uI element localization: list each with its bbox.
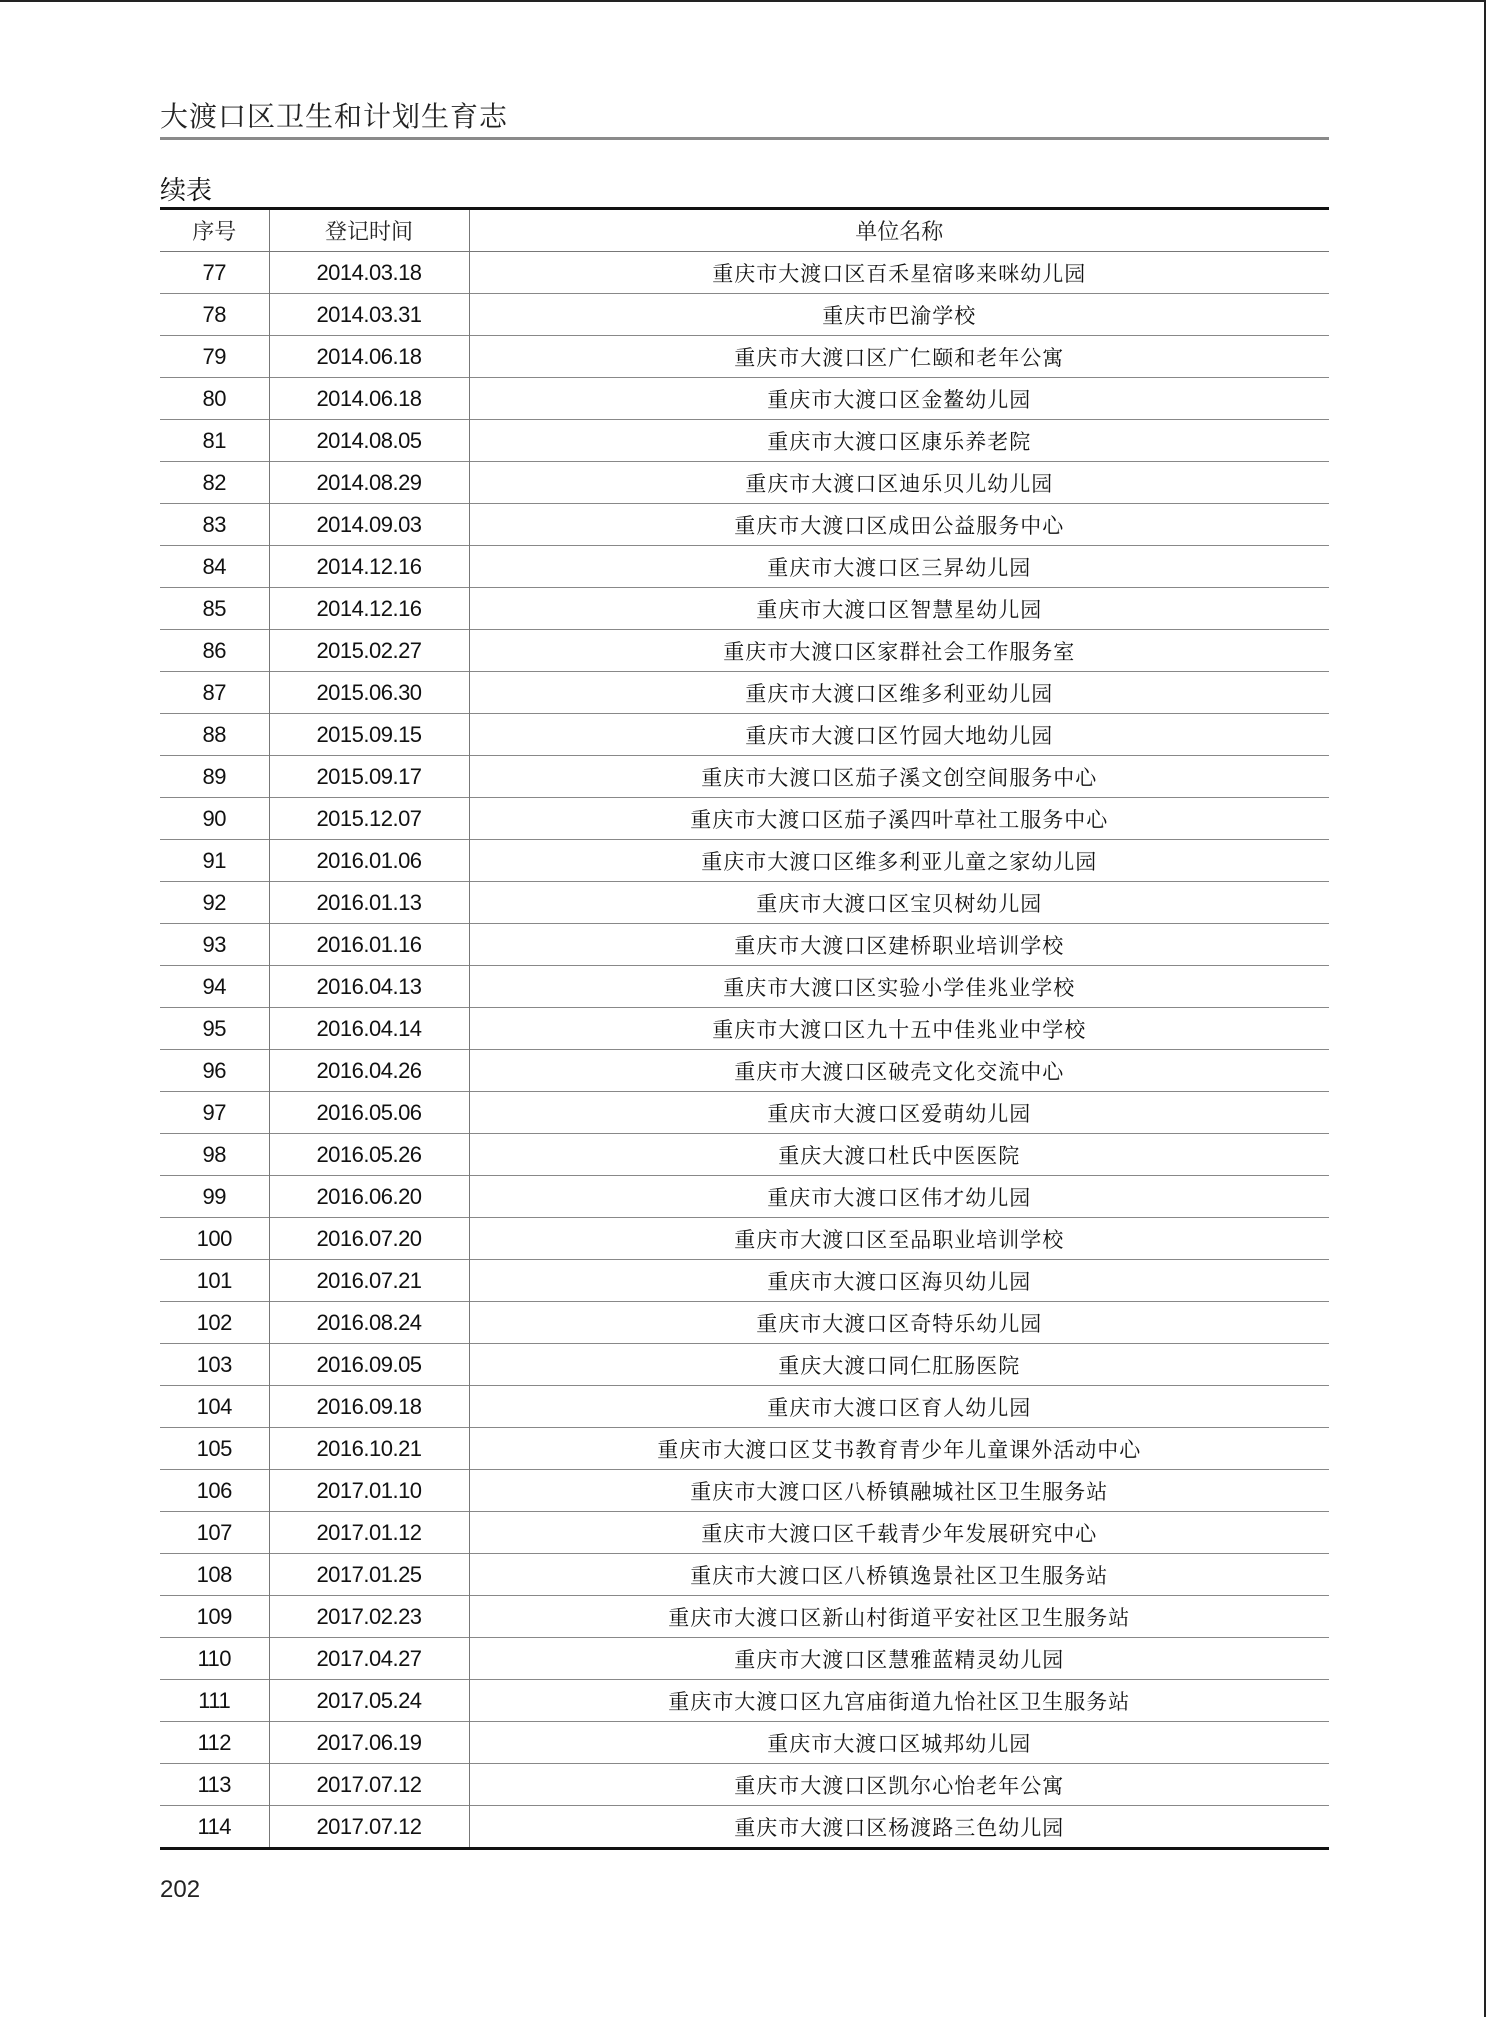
table-row	[160, 882, 1329, 924]
cell-serial-number: 112	[197, 1729, 232, 1755]
cell-serial-number: 92	[202, 889, 226, 915]
table-row	[160, 1050, 1329, 1092]
table-row	[160, 1092, 1329, 1134]
cell-unit-name: 重庆市大渡口区九十五中佳兆业中学校	[469, 1008, 1329, 1050]
cell-unit-name: 重庆市大渡口区竹园大地幼儿园	[469, 714, 1329, 756]
cell-serial-number: 94	[202, 973, 226, 999]
cell-unit-name: 重庆市大渡口区康乐养老院	[469, 420, 1329, 462]
cell-unit-name: 重庆市大渡口区智慧星幼儿园	[469, 588, 1329, 630]
table-row	[160, 504, 1329, 546]
cell-registration-date: 2016.01.16	[269, 924, 469, 966]
cell-registration-date: 2016.01.06	[269, 840, 469, 882]
table-row	[160, 1008, 1329, 1050]
table-row	[160, 294, 1329, 336]
cell-registration-date: 2017.04.27	[269, 1638, 469, 1680]
cell-unit-name: 重庆市大渡口区伟才幼儿园	[469, 1176, 1329, 1218]
cell-unit-name: 重庆市大渡口区奇特乐幼儿园	[469, 1302, 1329, 1344]
cell-registration-date: 2017.01.10	[269, 1470, 469, 1512]
cell-serial-number: 101	[196, 1267, 232, 1293]
running-head: 大渡口区卫生和计划生育志	[160, 100, 509, 133]
cell-registration-date: 2014.09.03	[269, 504, 469, 546]
table-row	[160, 1470, 1329, 1512]
cell-registration-date: 2015.09.15	[269, 714, 469, 756]
cell-unit-name: 重庆市大渡口区育人幼儿园	[469, 1386, 1329, 1428]
table-row	[160, 1260, 1329, 1302]
cell-serial-number: 106	[196, 1477, 232, 1503]
table-row	[160, 966, 1329, 1008]
cell-serial-number: 107	[196, 1519, 232, 1545]
table-row	[160, 1680, 1329, 1722]
cell-registration-date: 2017.05.24	[269, 1680, 469, 1722]
table-header-row	[160, 209, 1329, 252]
cell-registration-date: 2017.02.23	[269, 1596, 469, 1638]
cell-serial-number: 79	[202, 343, 226, 369]
cell-unit-name: 重庆市大渡口区八桥镇逸景社区卫生服务站	[469, 1554, 1329, 1596]
cell-serial-number: 78	[202, 301, 226, 327]
cell-unit-name: 重庆大渡口杜氏中医医院	[469, 1134, 1329, 1176]
cell-registration-date: 2014.03.18	[269, 252, 469, 294]
cell-serial-number: 103	[196, 1351, 232, 1377]
cell-registration-date: 2014.03.31	[269, 294, 469, 336]
table-row	[160, 1764, 1329, 1806]
table-row	[160, 1596, 1329, 1638]
cell-registration-date: 2015.12.07	[269, 798, 469, 840]
cell-unit-name: 重庆市大渡口区破壳文化交流中心	[469, 1050, 1329, 1092]
cell-registration-date: 2016.07.21	[269, 1260, 469, 1302]
cell-unit-name: 重庆市大渡口区千载青少年发展研究中心	[469, 1512, 1329, 1554]
cell-registration-date: 2016.09.05	[269, 1344, 469, 1386]
cell-registration-date: 2016.07.20	[269, 1218, 469, 1260]
cell-serial-number: 108	[196, 1561, 232, 1587]
cell-registration-date: 2016.06.20	[269, 1176, 469, 1218]
cell-registration-date: 2016.09.18	[269, 1386, 469, 1428]
cell-unit-name: 重庆市大渡口区广仁颐和老年公寓	[469, 336, 1329, 378]
cell-registration-date: 2015.09.17	[269, 756, 469, 798]
cell-registration-date: 2017.07.12	[269, 1764, 469, 1806]
cell-registration-date: 2016.08.24	[269, 1302, 469, 1344]
cell-registration-date: 2017.01.25	[269, 1554, 469, 1596]
cell-registration-date: 2016.10.21	[269, 1428, 469, 1470]
table-row	[160, 1176, 1329, 1218]
cell-serial-number: 93	[202, 931, 226, 957]
cell-unit-name: 重庆市大渡口区实验小学佳兆业学校	[469, 966, 1329, 1008]
cell-registration-date: 2016.04.13	[269, 966, 469, 1008]
cell-serial-number: 84	[202, 553, 226, 579]
table-row	[160, 1512, 1329, 1554]
cell-registration-date: 2017.06.19	[269, 1722, 469, 1764]
header-serial-number: 序号	[192, 220, 237, 245]
cell-unit-name: 重庆市大渡口区建桥职业培训学校	[469, 924, 1329, 966]
cell-serial-number: 77	[202, 259, 226, 285]
cell-unit-name: 重庆市大渡口区凯尔心怡老年公寓	[469, 1764, 1329, 1806]
cell-unit-name: 重庆市大渡口区茄子溪文创空间服务中心	[469, 756, 1329, 798]
cell-serial-number: 87	[202, 679, 226, 705]
cell-registration-date: 2014.08.05	[269, 420, 469, 462]
cell-unit-name: 重庆市大渡口区艾书教育青少年儿童课外活动中心	[469, 1428, 1329, 1470]
cell-registration-date: 2017.01.12	[269, 1512, 469, 1554]
cell-registration-date: 2016.04.26	[269, 1050, 469, 1092]
continued-label: 续表	[160, 176, 213, 206]
table-row	[160, 420, 1329, 462]
cell-serial-number: 113	[197, 1771, 232, 1797]
cell-unit-name: 重庆市大渡口区三昇幼儿园	[469, 546, 1329, 588]
table-body	[160, 252, 1329, 1849]
table-row	[160, 714, 1329, 756]
cell-serial-number: 110	[197, 1645, 232, 1671]
cell-serial-number: 83	[202, 511, 226, 537]
cell-serial-number: 86	[202, 637, 226, 663]
cell-unit-name: 重庆市大渡口区慧雅蓝精灵幼儿园	[469, 1638, 1329, 1680]
table-row	[160, 672, 1329, 714]
table-row	[160, 1806, 1329, 1849]
table-row	[160, 1218, 1329, 1260]
cell-serial-number: 95	[202, 1015, 226, 1041]
cell-serial-number: 111	[198, 1687, 231, 1713]
cell-unit-name: 重庆市大渡口区家群社会工作服务室	[469, 630, 1329, 672]
cell-serial-number: 80	[202, 385, 226, 411]
cell-serial-number: 82	[202, 469, 226, 495]
cell-unit-name: 重庆大渡口同仁肛肠医院	[469, 1344, 1329, 1386]
cell-unit-name: 重庆市大渡口区维多利亚儿童之家幼儿园	[469, 840, 1329, 882]
table-row	[160, 336, 1329, 378]
cell-serial-number: 85	[202, 595, 226, 621]
cell-unit-name: 重庆市大渡口区杨渡路三色幼儿园	[469, 1806, 1329, 1849]
table-row	[160, 924, 1329, 966]
cell-serial-number: 97	[202, 1099, 226, 1125]
cell-unit-name: 重庆市巴渝学校	[469, 294, 1329, 336]
header-rule	[160, 137, 1329, 140]
cell-unit-name: 重庆市大渡口区迪乐贝儿幼儿园	[469, 462, 1329, 504]
cell-unit-name: 重庆市大渡口区百禾星宿哆来咪幼儿园	[469, 252, 1329, 294]
header-registration-date: 登记时间	[269, 209, 469, 252]
cell-serial-number: 91	[202, 847, 226, 873]
cell-registration-date: 2017.07.12	[269, 1806, 469, 1849]
cell-registration-date: 2015.06.30	[269, 672, 469, 714]
cell-unit-name: 重庆市大渡口区八桥镇融城社区卫生服务站	[469, 1470, 1329, 1512]
table-row	[160, 588, 1329, 630]
cell-serial-number: 114	[197, 1813, 232, 1839]
table-row	[160, 462, 1329, 504]
table-row	[160, 378, 1329, 420]
cell-unit-name: 重庆市大渡口区爱萌幼儿园	[469, 1092, 1329, 1134]
cell-serial-number: 89	[202, 763, 226, 789]
table-row	[160, 1554, 1329, 1596]
cell-unit-name: 重庆市大渡口区九宫庙街道九怡社区卫生服务站	[469, 1680, 1329, 1722]
cell-serial-number: 81	[202, 427, 226, 453]
table-row	[160, 756, 1329, 798]
cell-registration-date: 2014.12.16	[269, 546, 469, 588]
header-unit-name: 单位名称	[469, 209, 1329, 252]
cell-serial-number: 104	[196, 1393, 232, 1419]
cell-unit-name: 重庆市大渡口区宝贝树幼儿园	[469, 882, 1329, 924]
cell-unit-name: 重庆市大渡口区海贝幼儿园	[469, 1260, 1329, 1302]
cell-serial-number: 109	[196, 1603, 232, 1629]
cell-unit-name: 重庆市大渡口区成田公益服务中心	[469, 504, 1329, 546]
cell-serial-number: 88	[202, 721, 226, 747]
page-number: 202	[160, 1876, 201, 1903]
cell-serial-number: 96	[202, 1057, 226, 1083]
table-row	[160, 798, 1329, 840]
table-row	[160, 1722, 1329, 1764]
cell-unit-name: 重庆市大渡口区新山村街道平安社区卫生服务站	[469, 1596, 1329, 1638]
cell-registration-date: 2014.12.16	[269, 588, 469, 630]
table-row	[160, 1386, 1329, 1428]
cell-registration-date: 2016.04.14	[269, 1008, 469, 1050]
cell-unit-name: 重庆市大渡口区金鳌幼儿园	[469, 378, 1329, 420]
table-row	[160, 1134, 1329, 1176]
registration-table	[160, 207, 1329, 1850]
cell-registration-date: 2014.08.29	[269, 462, 469, 504]
table-row	[160, 630, 1329, 672]
cell-unit-name: 重庆市大渡口区城邦幼儿园	[469, 1722, 1329, 1764]
cell-unit-name: 重庆市大渡口区至品职业培训学校	[469, 1218, 1329, 1260]
cell-serial-number: 98	[202, 1141, 226, 1167]
table-row	[160, 1428, 1329, 1470]
cell-serial-number: 100	[196, 1225, 232, 1251]
cell-registration-date: 2016.05.06	[269, 1092, 469, 1134]
cell-registration-date: 2016.05.26	[269, 1134, 469, 1176]
cell-serial-number: 102	[196, 1309, 232, 1335]
table-row	[160, 840, 1329, 882]
table-row	[160, 546, 1329, 588]
cell-serial-number: 99	[202, 1183, 226, 1209]
cell-registration-date: 2015.02.27	[269, 630, 469, 672]
table-row	[160, 1344, 1329, 1386]
table-row	[160, 252, 1329, 294]
cell-unit-name: 重庆市大渡口区维多利亚幼儿园	[469, 672, 1329, 714]
cell-registration-date: 2014.06.18	[269, 378, 469, 420]
cell-serial-number: 105	[196, 1435, 232, 1461]
table-row	[160, 1638, 1329, 1680]
cell-unit-name: 重庆市大渡口区茄子溪四叶草社工服务中心	[469, 798, 1329, 840]
table-row	[160, 1302, 1329, 1344]
cell-registration-date: 2014.06.18	[269, 336, 469, 378]
cell-registration-date: 2016.01.13	[269, 882, 469, 924]
cell-serial-number: 90	[202, 805, 226, 831]
